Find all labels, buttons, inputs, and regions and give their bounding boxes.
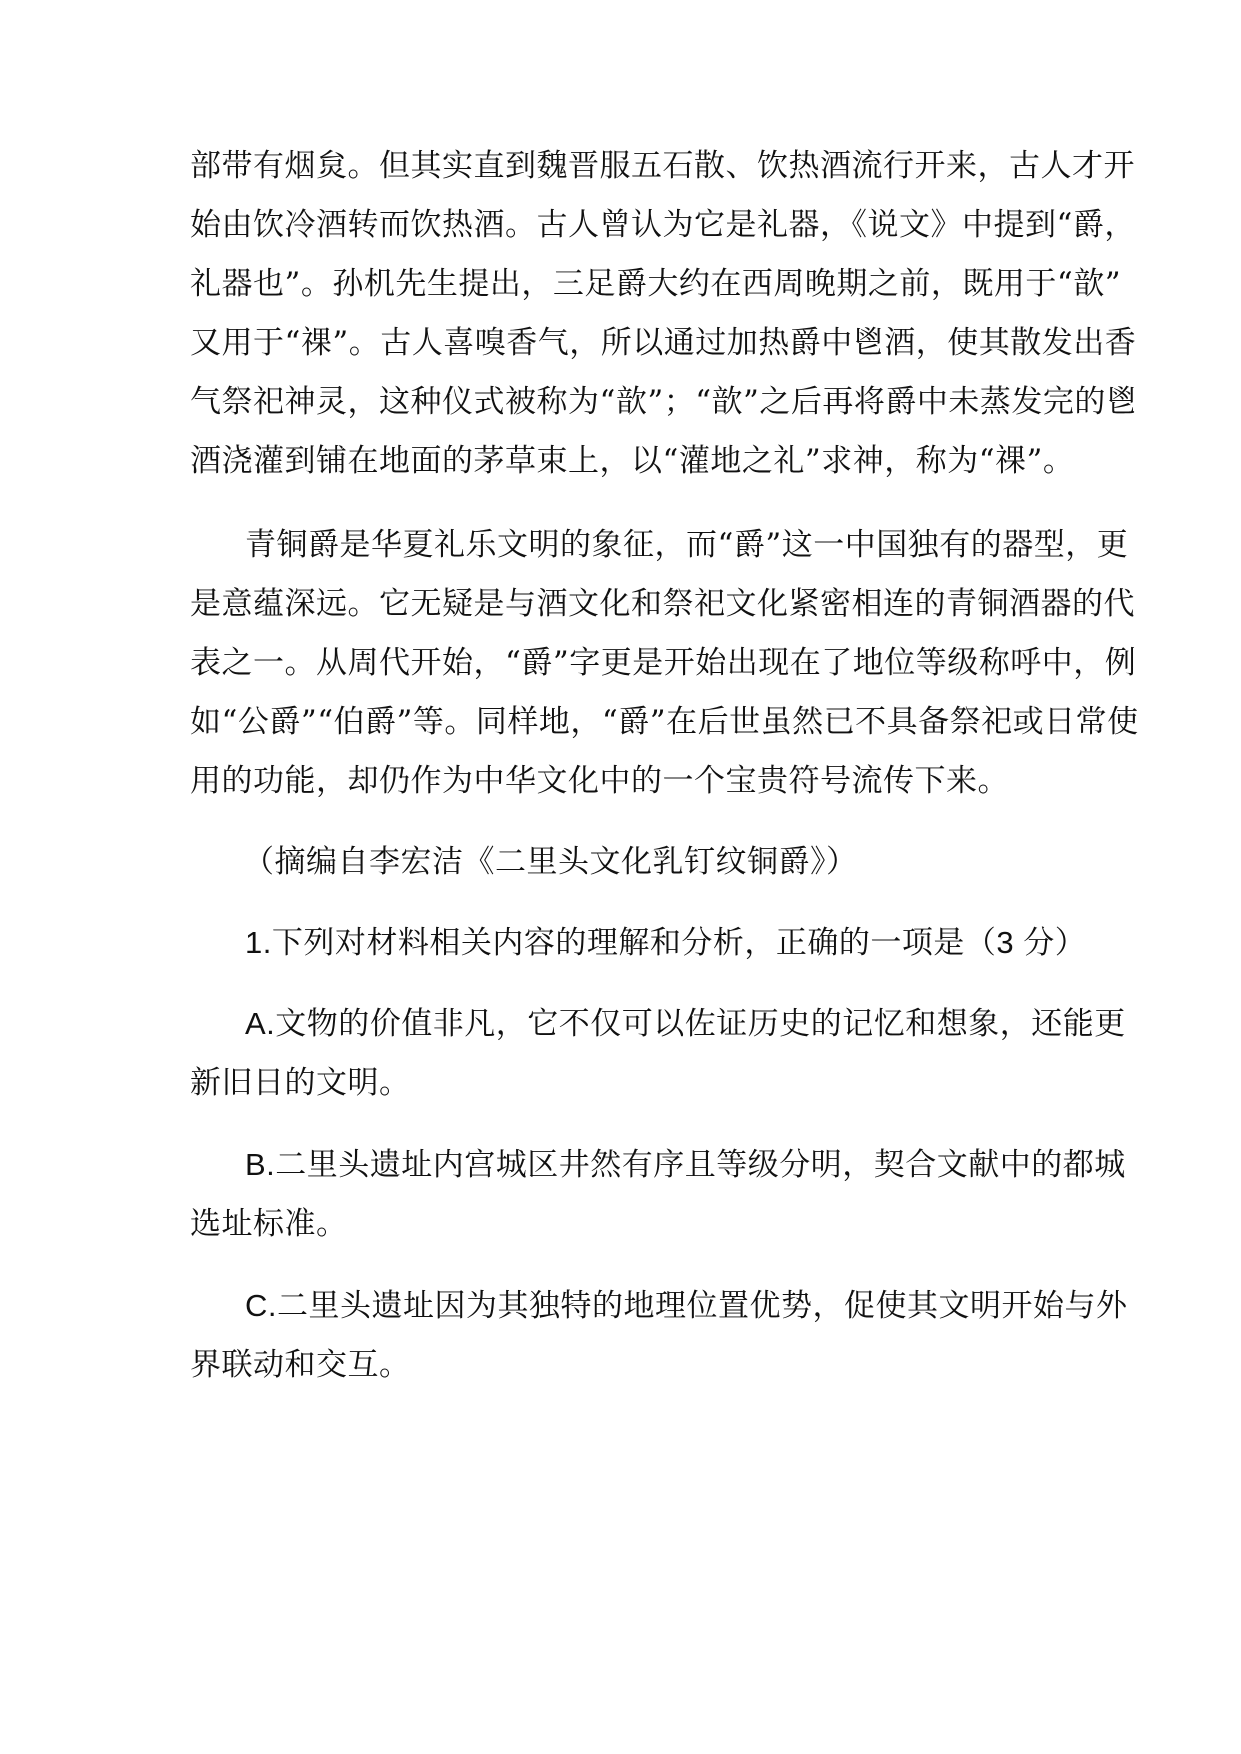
paragraph-1-line-1: 部带有烟炱。但其实直到魏晋服五石散、饮热酒流行开来，古人才开 (190, 148, 1135, 184)
paragraph-2-line-4: 如“公爵”“伯爵”等。同样地，“爵”在后世虽然已不具备祭祀或日常使 (190, 704, 1139, 740)
paragraph-2-line-3: 表之一。从周代开始，“爵”字更是开始出现在了地位等级称呼中，例 (190, 645, 1137, 681)
paragraph-2-line-5: 用的功能，却仍作为中华文化中的一个宝贵符号流传下来。 (190, 763, 1009, 799)
question-1-stem: 1.下列对材料相关内容的理解和分析，正确的一项是（3 分） (245, 925, 1087, 960)
paragraph-1-line-6: 酒浇灌到铺在地面的茅草束上，以“灌地之礼”求神，称为“祼”。 (190, 443, 1075, 479)
option-a-line-1: A.文物的价值非凡，它不仅可以佐证历史的记忆和想象，还能更 (245, 1006, 1126, 1041)
paragraph-1-line-5: 气祭祀神灵，这种仪式被称为“歆”；“歆”之后再将爵中未蒸发完的鬯 (190, 384, 1138, 420)
paragraph-1-line-3: 礼器也”。孙机先生提出，三足爵大约在西周晚期之前，既用于“歆” (190, 266, 1122, 302)
paragraph-2-line-2: 是意蕴深远。它无疑是与酒文化和祭祀文化紧密相连的青铜酒器的代 (190, 586, 1135, 622)
option-c-line-2: 界联动和交互。 (190, 1347, 411, 1383)
paragraph-1-line-2: 始由饮冷酒转而饮热酒。古人曾认为它是礼器，《说文》中提到“爵， (190, 207, 1136, 243)
paragraph-2-line-1: 青铜爵是华夏礼乐文明的象征，而“爵”这一中国独有的器型，更 (245, 527, 1129, 563)
source-citation: （摘编自李宏洁《二里头文化乳钉纹铜爵》） (243, 844, 858, 880)
option-c-line-1: C.二里头遗址因为其独特的地理位置优势，促使其文明开始与外 (245, 1288, 1128, 1323)
option-b-line-1: B.二里头遗址内宫城区井然有序且等级分明，契合文献中的都城 (245, 1147, 1126, 1182)
paragraph-1-line-4: 又用于“祼”。古人喜嗅香气，所以通过加热爵中鬯酒，使其散发出香 (190, 325, 1137, 361)
option-b-line-2: 选址标准。 (190, 1206, 348, 1242)
option-a-line-2: 新旧日的文明。 (190, 1065, 411, 1101)
